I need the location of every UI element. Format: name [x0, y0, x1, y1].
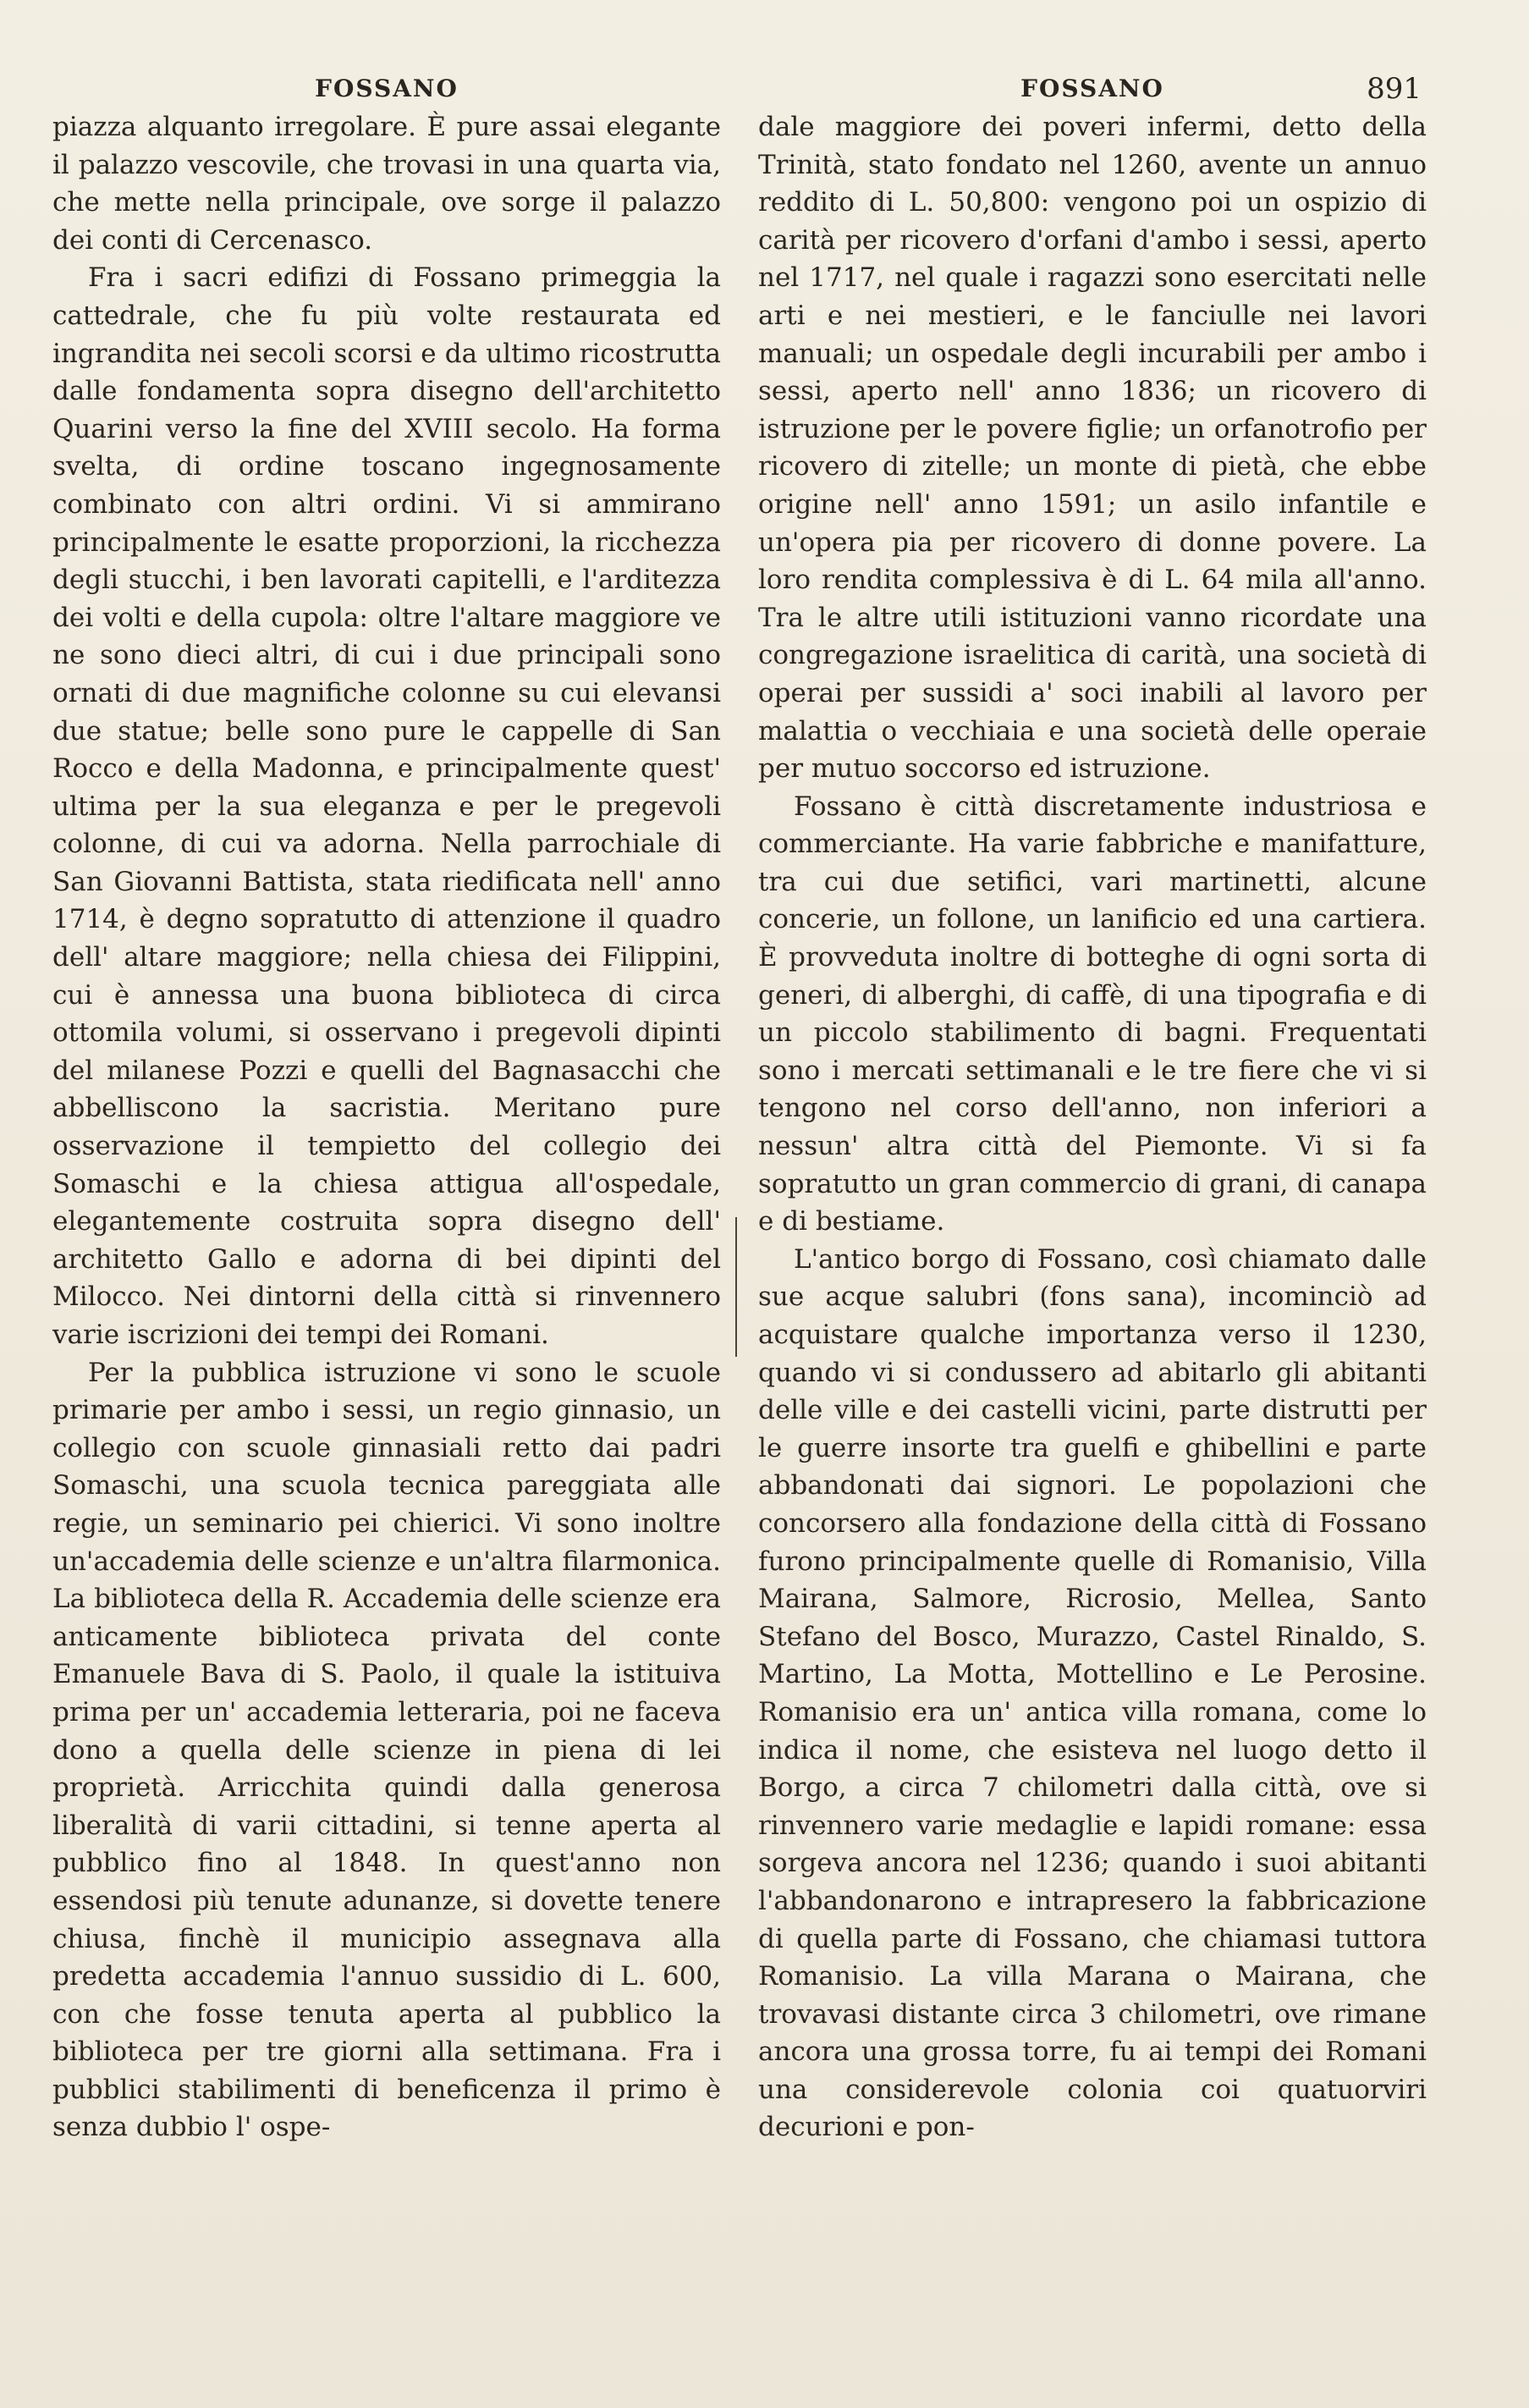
- paragraph: Fra i sacri edifizi di Fossano primeggia la cattedrale, che fu più volte restaurata ed ingrandita nei secoli scorsi e da ultimo ricostrutta dalle fondamenta sopra disegno dell'architetto Quarini verso la fine del XVIII secolo. Ha forma svelta, di ordine toscano ingegnosamente combinato con altri ordini. Vi si ammirano principalmente le esatte proporzioni, la ricchezza degli stucchi, i ben lavorati capitelli, e l'arditezza dei volti e della cupola: oltre l'altare maggiore ve ne sono dieci altri, di cui i due principali sono ornati di due magnifiche colonne su cui elevansi due statue; belle sono pure le cappelle di San Rocco e della Madonna, e principalmente quest' ultima per la sua eleganza e per le pregevoli colonne, di cui va adorna. Nella parrochiale di San Giovanni Battista, stata riedificata nell' anno 1714, è degno sopratutto di attenzione il quadro dell' altare maggiore; nella chiesa dei Filippini, cui è annessa una buona biblioteca di circa ottomila volumi, si osservano i pregevoli dipinti del milanese Pozzi e quelli del Bagnasacchi che abbelliscono la sacristia. Meritano pure osservazione il tempietto del collegio dei Somaschi e la chiesa attigua all'ospedale, elegantemente costruita sopra disegno dell' architetto Gallo e adorna di bei dipinti del Milocco. Nei dintorni della città si rinvennero varie iscrizioni dei tempi dei Romani.: [52, 262, 721, 1350]
- paragraph: L'antico borgo di Fossano, così chiamato dalle sue acque salubri (fons sana), incominciò ad acquistare qualche importanza verso il 1230, quando vi si condussero ad abitarlo gli abitanti delle ville e dei castelli vicini, parte distrutti per le guerre insorte tra guelfi e ghibellini e parte abbandonati dai signori. Le popolazioni che concorsero alla fondazione della città di Fossano furono principalmente quelle di Romanisio, Villa Mairana, Salmore, Ricrosio, Mellea, Santo Stefano del Bosco, Murazzo, Castel Rinaldo, S. Martino, La Motta, Mottellino e Le Perosine. Romanisio era un' antica villa romana, come lo indica il nome, che esisteva nel luogo detto il Borgo, a circa 7 chilometri dalla città, ove si rinvennero varie medaglie e lapidi romane: essa sorgeva ancora nel 1236; quando i suoi abitanti l'abbandonarono e intrapresero la fabbricazione di quella parte di Fossano, che chiamasi tuttora Romanisio. La villa Marana o Mairana, che trovavasi distante circa 3 chilometri, ove rimane ancora una grossa torre, fu ai tempi dei Romani una considerevole colonia coi quatuorviri decurioni e pon-: [758, 1243, 1427, 2143]
- right-column: [758, 69, 1427, 2146]
- right-column-text: [758, 108, 1427, 2146]
- left-column-text: [52, 108, 721, 2146]
- running-header-left: [52, 69, 721, 108]
- header-title: FOSSANO: [1020, 74, 1164, 102]
- column-rule: [735, 1217, 737, 1357]
- left-column: [52, 69, 721, 2146]
- paragraph: Per la pubblica istruzione vi sono le scuole primarie per ambo i sessi, un regio ginnasio, un collegio con scuole ginnasiali retto dai padri Somaschi, una scuola tecnica pareggiata alle regie, un seminario pei chierici. Vi sono inoltre un'accademia delle scienze e un'altra filarmonica. La biblioteca della R. Accademia delle scienze era anticamente biblioteca privata del conte Emanuele Bava di S. Paolo, il quale la istituiva prima per un' accademia letteraria, poi ne faceva dono a quella delle scienze in piena di lei proprietà. Arricchita quindi dalla generosa liberalità di varii cittadini, si tenne aperta al pubblico fino al 1848. In quest'anno non essendosi più tenute adunanze, si dovette tenere chiusa, finchè il municipio assegnava alla predetta accademia l'annuo sussidio di L. 600, con che fosse tenuta aperta al pubblico la biblioteca per tre giorni alla settimana. Fra i pubblici stabilimenti di beneficenza il primo è senza dubbio l' ospe-: [52, 1357, 721, 2143]
- header-title: FOSSANO: [315, 74, 459, 102]
- paragraph: dale maggiore dei poveri infermi, detto della Trinità, stato fondato nel 1260, avente un annuo reddito di L. 50,800: vengono poi un ospizio di carità per ricovero d'orfani d'ambo i sessi, aperto nel 1717, nel quale i ragazzi sono esercitati nelle arti e nei mestieri, e le fanciulle nei lavori manuali; un ospedale degli incurabili per ambo i sessi, aperto nell' anno 1836; un ricovero di istruzione per le povere figlie; un orfanotrofio per ricovero di zitelle; un monte di pietà, che ebbe origine nell' anno 1591; un asilo infantile e un'opera pia per ricovero di donne povere. La loro rendita complessiva è di L. 64 mila all'anno. Tra le altre utili istituzioni vanno ricordate una congregazione israelitica di carità, una società di operai per sussidi a' soci inabili al lavoro per malattia o vecchiaia e una società delle operaie per mutuo soccorso ed istruzione.: [758, 112, 1427, 785]
- paragraph: piazza alquanto irregolare. È pure assai elegante il palazzo vescovile, che trovasi in una quarta via, che mette nella principale, ove sorge il palazzo dei conti di Cercenasco.: [52, 112, 721, 256]
- page-number: 891: [1367, 72, 1422, 106]
- running-header-right: [758, 69, 1427, 108]
- paragraph: Fossano è città discretamente industriosa e commerciante. Ha varie fabbriche e manifatture, tra cui due setifici, vari martinetti, alcune concerie, un follone, un lanificio ed una cartiera. È provveduta inoltre di botteghe di ogni sorta di generi, di alberghi, di caffè, di una tipografia e di un piccolo stabilimento di bagni. Frequentati sono i mercati settimanali e le tre fiere che vi si tengono nel corso dell'anno, non inferiori a nessun' altra città del Piemonte. Vi si fa sopratutto un gran commercio di grani, di canapa e di bestiame.: [758, 791, 1427, 1237]
